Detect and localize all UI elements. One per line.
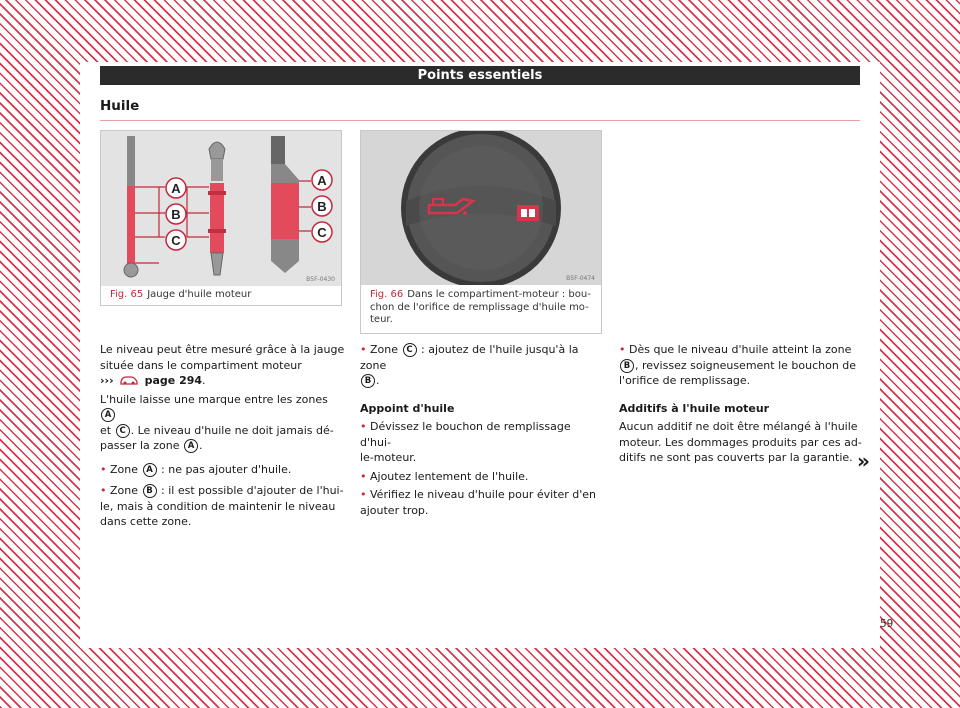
col3-heading: Additifs à l'huile moteur <box>619 401 770 415</box>
figure-65-number: Fig. 65 <box>110 289 144 300</box>
col2-bullet4-line2: ajouter trop. <box>360 503 429 517</box>
zone-a-badge: A <box>101 408 115 422</box>
bullet: • <box>360 420 367 433</box>
bullet-text: : ne pas ajouter d'huile. <box>161 462 292 476</box>
section-title: Huile <box>100 98 140 114</box>
col3-bullet1 <box>619 342 864 358</box>
bullet: • <box>360 343 367 356</box>
reference-page: page 294 <box>144 374 203 387</box>
zone-b-badge: B <box>361 374 375 388</box>
col1-bullet1 <box>100 462 345 478</box>
col2-bullet4 <box>360 487 605 503</box>
figure-66-image <box>361 131 601 285</box>
bullet: • <box>360 488 367 501</box>
col2-bullet2-line2: le-moteur. <box>360 451 417 464</box>
fig65-label-b: B <box>171 207 181 222</box>
zone-a-badge: A <box>143 463 157 477</box>
dipstick-illustration <box>101 131 341 286</box>
bullet-text: Zone <box>110 462 139 476</box>
figure-66-caption-line3: teur. <box>370 314 393 325</box>
book-reference-icon <box>517 205 539 221</box>
bullet-text: Zone <box>110 484 139 497</box>
fig65-label-c-right: C <box>317 225 327 240</box>
zone-c-badge: C <box>116 424 130 438</box>
fig65-label-c: C <box>171 233 181 248</box>
bullet: • <box>619 343 626 356</box>
bullet-text: , revissez soigneusement le bouchon de <box>635 358 857 372</box>
bullet-text: Dévissez le bouchon de remplissage d'hui- <box>360 420 571 449</box>
col2-bullet3 <box>360 469 605 485</box>
col1-para2-line2b: . Le niveau d'huile ne doit jamais dé- <box>130 423 334 437</box>
figure-66-caption-line2: chon de l'orifice de remplissage d'huile mo- <box>370 301 589 313</box>
figure-65-caption <box>110 289 251 302</box>
section-divider <box>100 120 860 121</box>
col3-bullet1-line3: l'orifice de remplissage. <box>619 374 751 387</box>
figure-66-caption-line1: Dans le compartiment-moteur : bou- <box>407 289 591 300</box>
col3-para-line3: ditifs ne sont pas couverts par la garantie. <box>619 451 853 464</box>
reference-dot: . <box>202 374 206 387</box>
col1-page-reference[interactable] <box>100 373 345 389</box>
col1-para2-line3b: . <box>199 439 203 452</box>
col2-bullet2 <box>360 419 605 450</box>
figure-65 <box>100 130 342 306</box>
bullet: • <box>100 462 107 476</box>
col2-heading: Appoint d'huile <box>360 401 455 415</box>
figure-66-number: Fig. 66 <box>370 289 404 300</box>
figure-66 <box>360 130 602 334</box>
col1-para2-line2a: et <box>100 423 112 437</box>
figure-65-code: B5F-0430 <box>306 276 335 283</box>
text-column-1 <box>100 342 345 530</box>
col1-para2-line3a: passer la zone <box>100 439 180 452</box>
bullet-text: : ajoutez de l'huile jusqu'à la zone <box>360 343 579 372</box>
zone-c-badge: C <box>403 343 417 357</box>
fig65-label-a-right: A <box>317 173 327 188</box>
zone-b-badge: B <box>143 484 157 498</box>
reference-arrow: ››› <box>100 374 114 387</box>
car-reference-icon <box>120 374 138 385</box>
bullet-text: Dès que le niveau d'huile atteint la zone <box>629 343 852 356</box>
col1-bullet2 <box>100 483 345 499</box>
bullet-text: Zone <box>370 343 399 356</box>
col2-bullet1 <box>360 342 605 373</box>
bullet: • <box>360 469 367 483</box>
col1-para2-line1: L'huile laisse une marque entre les zones <box>100 392 328 406</box>
fig65-label-a: A <box>171 181 181 196</box>
bullet-text: . <box>376 374 380 387</box>
figure-65-image <box>101 131 341 286</box>
col1-bullet2-line2: le, mais à condition de maintenir le niveau <box>100 499 336 513</box>
col1-bullet2-line3: dans cette zone. <box>100 515 192 528</box>
col1-para1-line2: située dans le compartiment moteur <box>100 358 302 372</box>
bullet-text: Ajoutez lentement de l'huile. <box>370 469 529 483</box>
header-bar <box>100 66 860 85</box>
page-number: 59 <box>880 618 894 630</box>
bullet: • <box>100 484 107 497</box>
col3-para-line2: moteur. Les dommages produits par ces ad- <box>619 435 862 449</box>
header-title: Points essentiels <box>417 68 543 83</box>
fig65-label-b-right: B <box>317 199 327 214</box>
oil-cap-illustration <box>361 131 601 285</box>
zone-a-badge: A <box>184 439 198 453</box>
bullet-text: Vérifiez le niveau d'huile pour éviter d'en <box>370 488 597 501</box>
text-column-2 <box>360 342 605 518</box>
bullet-text: : il est possible d'ajouter de l'hui- <box>161 484 344 497</box>
figure-65-caption-text: Jauge d'huile moteur <box>147 289 252 300</box>
continue-mark: » <box>857 449 870 473</box>
col3-para-line1: Aucun additif ne doit être mélangé à l'huile <box>619 420 858 433</box>
col1-para1-line1: Le niveau peut être mesuré grâce à la jauge <box>100 343 345 356</box>
figure-66-caption <box>370 289 591 327</box>
text-column-3 <box>619 342 864 466</box>
zone-b-badge: B <box>620 359 634 373</box>
figure-66-code: B5F-0474 <box>566 275 595 282</box>
